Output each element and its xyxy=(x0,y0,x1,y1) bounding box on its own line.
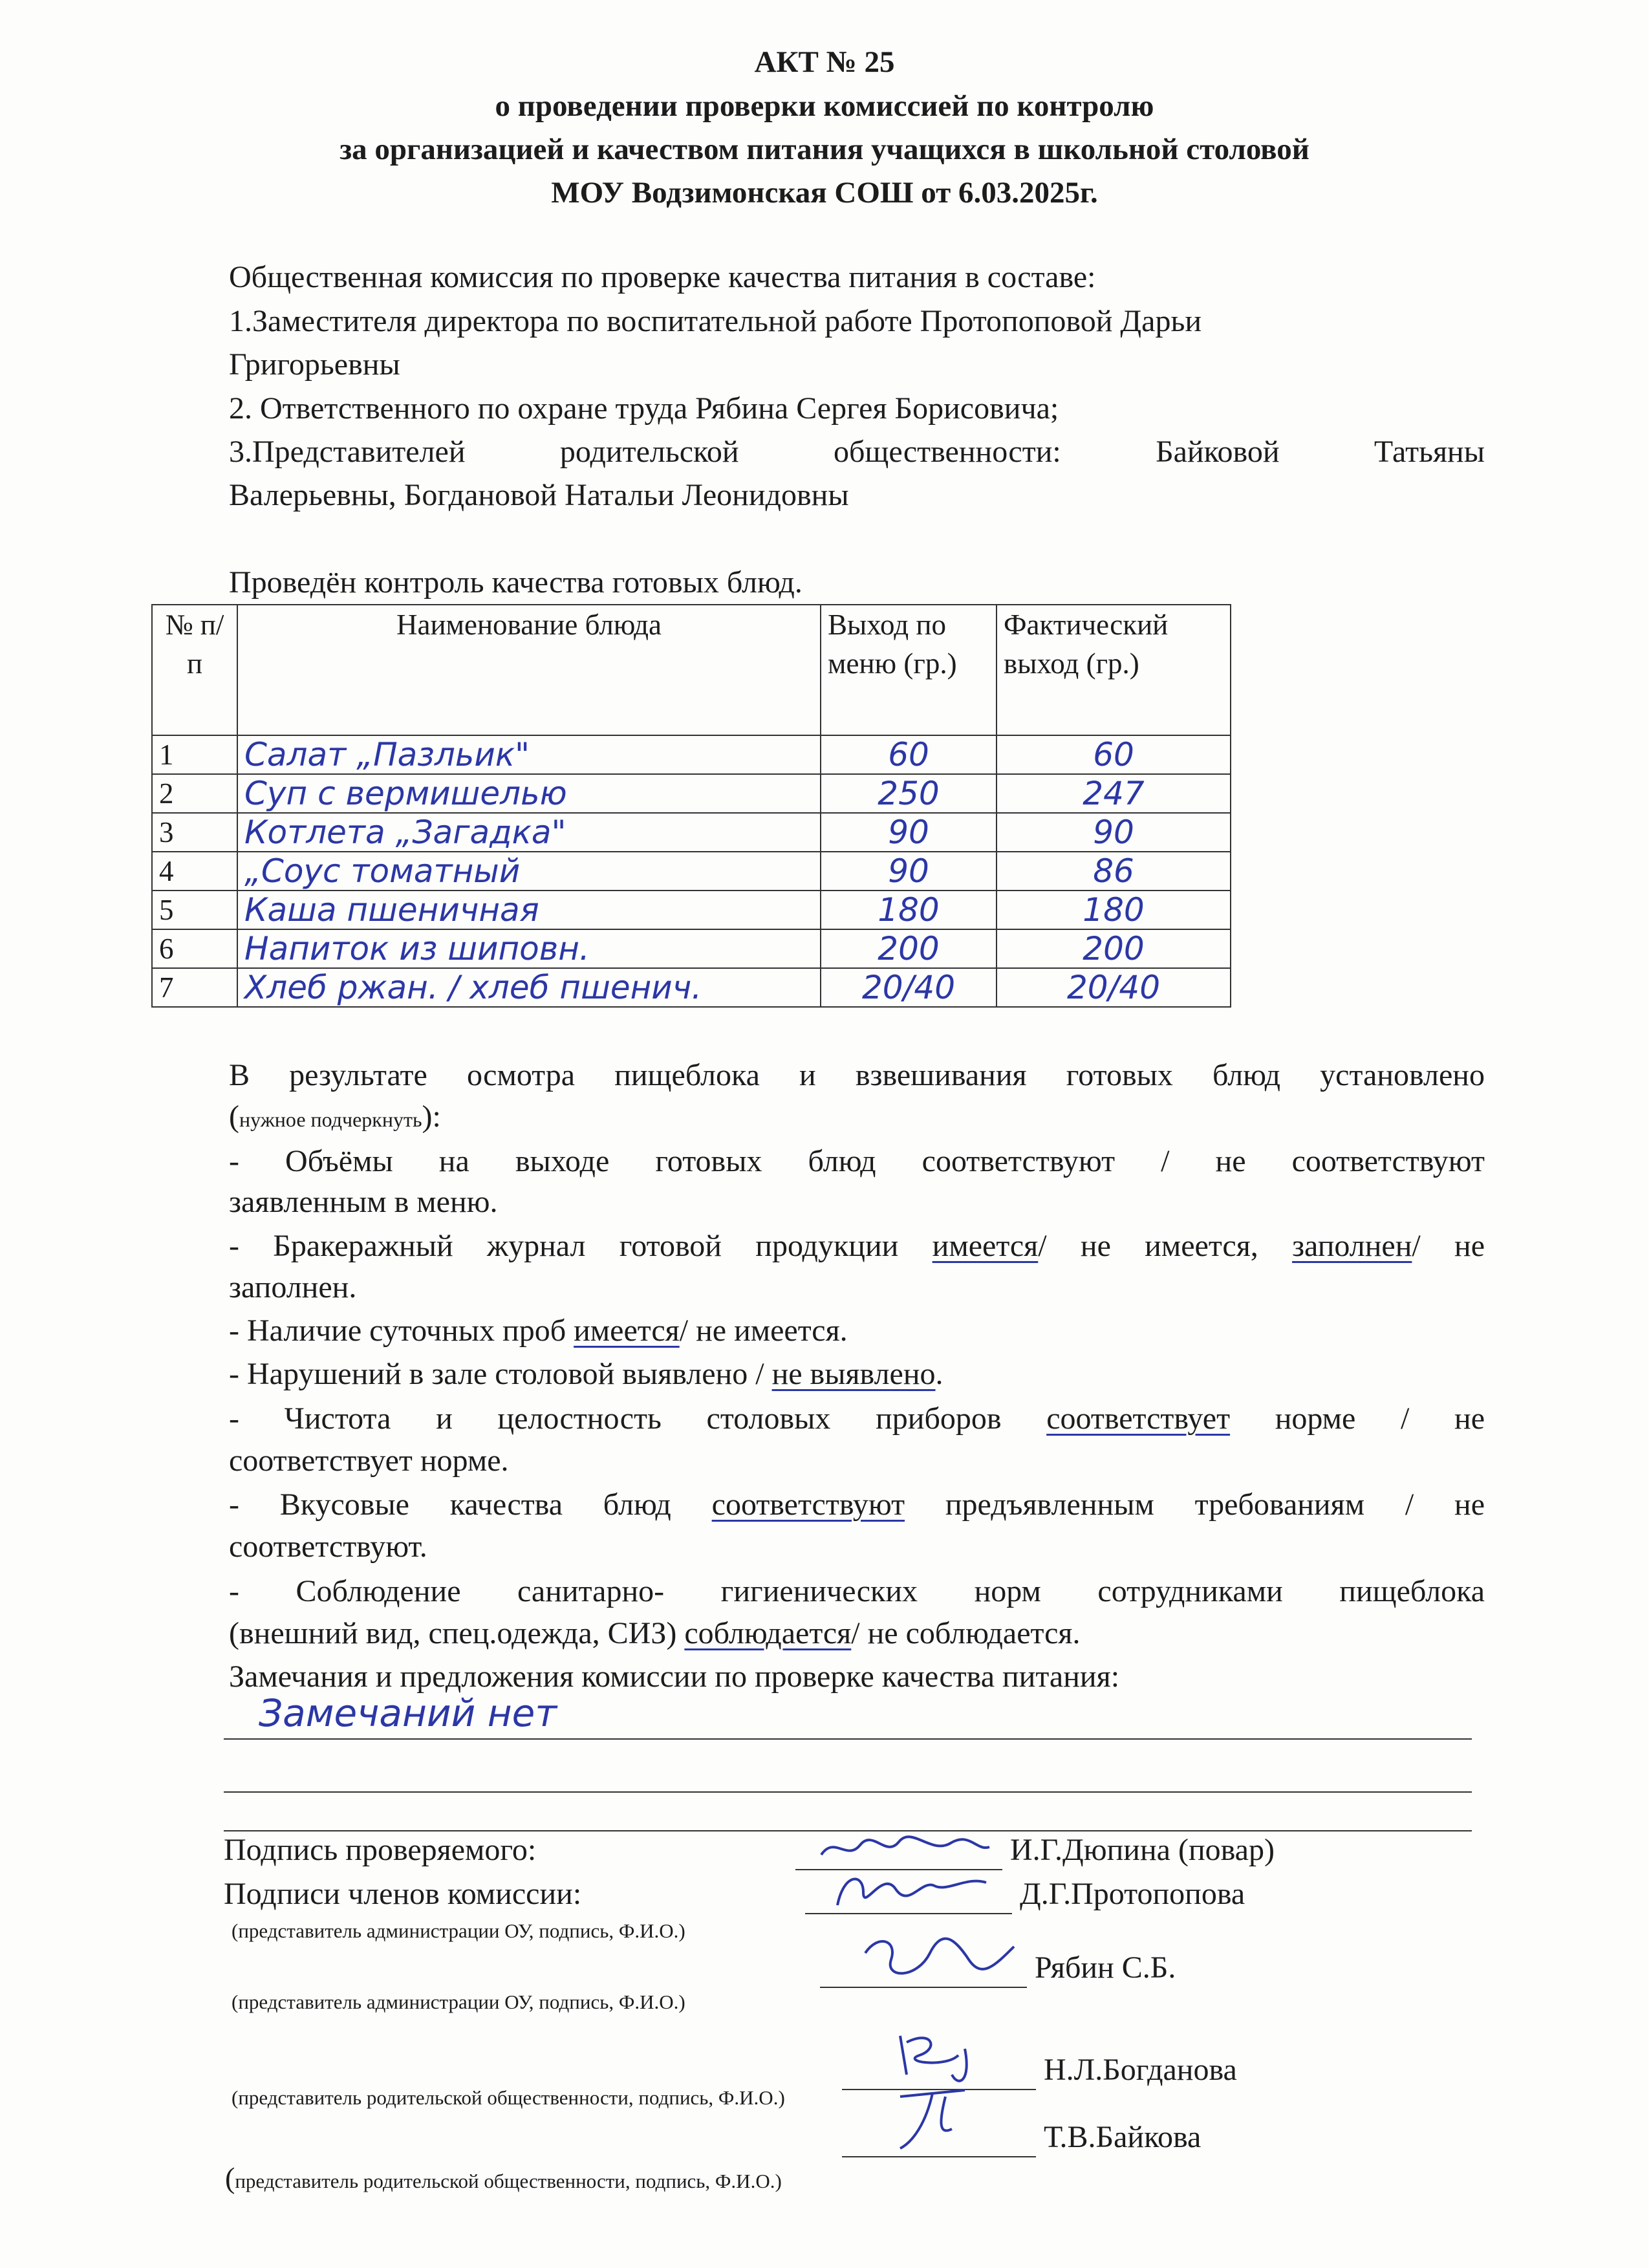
menu-output: 250 xyxy=(821,774,997,813)
menu-output: 200 xyxy=(821,929,997,968)
results-intro-b: (нужное подчеркнуть): xyxy=(229,1099,441,1134)
dish-name: Салат „Пазльик" xyxy=(237,735,821,774)
table-caption: Проведён контроль качества готовых блюд. xyxy=(229,565,803,599)
row-number: 1 xyxy=(152,735,237,774)
actual-output: 247 xyxy=(997,774,1231,813)
dish-name: Суп с вермишелью xyxy=(237,774,821,813)
member-2-name: Рябин С.Б. xyxy=(1035,1950,1176,1985)
actual-output: 20/40 xyxy=(997,968,1231,1007)
signature-scribble-icon xyxy=(839,1934,1020,1985)
commission-intro: Общественная комиссия по проверке качества питания в составе: xyxy=(229,260,1096,294)
actual-output: 90 xyxy=(997,813,1231,852)
signature-line xyxy=(842,2122,1036,2157)
member-2-caption: (представитель администрации ОУ, подпись, Ф.И.О.) xyxy=(232,1991,685,2013)
underlined-choice: заполнен xyxy=(1292,1229,1412,1263)
row-number: 4 xyxy=(152,852,237,891)
table-row xyxy=(152,813,1231,852)
member-3-caption: (представитель родительской общественности, подпись, Ф.И.О.) xyxy=(232,2086,785,2109)
signature-line xyxy=(805,1879,1012,1914)
member-1-caption: (представитель администрации ОУ, подпись, Ф.И.О.) xyxy=(232,1919,685,1942)
underlined-choice: соблюдается xyxy=(684,1616,852,1650)
dish-name: „Соус томатный xyxy=(237,852,821,891)
actual-output: 60 xyxy=(997,735,1231,774)
member-signature-row-4 xyxy=(842,2117,1201,2157)
table-row xyxy=(152,891,1231,929)
dish-name: Хлеб ржан. / хлеб пшенич. xyxy=(237,968,821,1007)
dish-name: Каша пшеничная xyxy=(237,891,821,929)
table-header-row xyxy=(152,605,1231,735)
underlined-choice: соответствует xyxy=(1046,1401,1231,1436)
result-6-line-b: соответствуют. xyxy=(229,1529,427,1564)
signature-scribble-icon xyxy=(861,2084,1029,2155)
remarks-line-1 xyxy=(224,1738,1472,1740)
row-number: 5 xyxy=(152,891,237,929)
member-signature-row-1 xyxy=(805,1874,1245,1914)
result-1-line-a: - Объёмы на выходе готовых блюд соответствуют / не соответствуют xyxy=(229,1144,1485,1178)
remarks-label: Замечания и предложения комиссии по проверке качества питания: xyxy=(229,1659,1120,1694)
underlined-choice: имеется xyxy=(574,1313,680,1348)
row-number: 2 xyxy=(152,774,237,813)
act-subtitle-3: МОУ Водзимонская СОШ от 6.03.2025г. xyxy=(551,176,1098,210)
menu-output: 90 xyxy=(821,852,997,891)
member-3-line-b: Валерьевны, Богдановой Натальи Леонидовны xyxy=(229,478,849,512)
results-intro-a: В результате осмотра пищеблока и взвешивания готовых блюд установлено xyxy=(229,1058,1485,1092)
underlined-choice: имеется xyxy=(932,1229,1039,1263)
result-4: - Нарушений в зале столовой выявлено / не выявлено. xyxy=(229,1357,943,1391)
signature-line xyxy=(795,1835,1002,1870)
result-5-line-a: - Чистота и целостность столовых приборов соответствует норме / не xyxy=(229,1401,1485,1436)
result-5-line-b: соответствует норме. xyxy=(229,1443,509,1478)
col-actual-output-header: Фактический выход (гр.) xyxy=(997,605,1231,735)
member-2: 2. Ответственного по охране труда Рябина Сергея Борисовича; xyxy=(229,391,1059,426)
menu-output: 180 xyxy=(821,891,997,929)
signature-scribble-icon xyxy=(861,2029,1029,2088)
member-signature-row-2 xyxy=(820,1948,1176,1988)
underlined-choice: соответствуют xyxy=(711,1487,905,1522)
dishes-table xyxy=(151,604,1231,1008)
inspected-signature-row xyxy=(795,1830,1275,1870)
inspected-signature-label: Подпись проверяемого: xyxy=(224,1833,537,1867)
actual-output: 180 xyxy=(997,891,1231,929)
result-3: - Наличие суточных проб имеется/ не имеется. xyxy=(229,1313,848,1348)
row-number: 6 xyxy=(152,929,237,968)
act-subtitle-1: о проведении проверки комиссией по контролю xyxy=(495,89,1154,123)
actual-output: 86 xyxy=(997,852,1231,891)
remarks-handwritten: Замечаний нет xyxy=(259,1691,557,1735)
member-1-line-a: 1.Заместителя директора по воспитательной работе Протопоповой Дарьи xyxy=(229,304,1202,338)
row-number: 3 xyxy=(152,813,237,852)
result-6-line-a: - Вкусовые качества блюд соответствуют предъявленным требованиям / не xyxy=(229,1487,1485,1522)
signature-scribble-icon xyxy=(824,1866,1006,1912)
table-row xyxy=(152,774,1231,813)
table-row xyxy=(152,929,1231,968)
menu-output: 60 xyxy=(821,735,997,774)
member-3-name: Н.Л.Богданова xyxy=(1044,2053,1237,2087)
actual-output: 200 xyxy=(997,929,1231,968)
result-2-line-a: - Бракеражный журнал готовой продукции имеется/ не имеется, заполнен/ не xyxy=(229,1229,1485,1263)
member-1-line-b: Григорьевны xyxy=(229,347,400,382)
result-1-line-b: заявленным в меню. xyxy=(229,1185,498,1219)
member-3-line-a: 3.Представителей родительской общественности: Байковой Татьяны xyxy=(229,435,1485,469)
member-4-name: Т.В.Байкова xyxy=(1044,2120,1202,2154)
underlined-choice: не выявлено xyxy=(771,1357,936,1391)
remarks-line-2 xyxy=(224,1791,1472,1793)
col-name-header: Наименование блюда xyxy=(237,605,821,735)
table-row xyxy=(152,852,1231,891)
member-4-caption: (представитель родительской общественности, подпись, Ф.И.О.) xyxy=(225,2161,782,2194)
result-7-line-b: (внешний вид, спец.одежда, СИЗ) соблюдается/ не соблюдается. xyxy=(229,1616,1081,1650)
col-number-header: № п/п xyxy=(152,605,237,735)
table-row xyxy=(152,735,1231,774)
dish-name: Котлета „Загадка" xyxy=(237,813,821,852)
act-subtitle-2: за организацией и качеством питания учащихся в школьной столовой xyxy=(339,133,1310,166)
dish-name: Напиток из шиповн. xyxy=(237,929,821,968)
member-1-name: Д.Г.Протопопова xyxy=(1020,1877,1245,1911)
act-title: АКТ № 25 xyxy=(754,45,895,79)
row-number: 7 xyxy=(152,968,237,1007)
result-2-line-b: заполнен. xyxy=(229,1270,357,1304)
signature-scribble-icon xyxy=(815,1829,996,1868)
members-signature-label: Подписи членов комиссии: xyxy=(224,1877,582,1911)
result-7-line-a: - Соблюдение санитарно- гигиенических норм сотрудниками пищеблока xyxy=(229,1574,1485,1608)
signature-line xyxy=(820,1953,1027,1988)
inspected-name: И.Г.Дюпина (повар) xyxy=(1010,1833,1275,1867)
menu-output: 90 xyxy=(821,813,997,852)
menu-output: 20/40 xyxy=(821,968,997,1007)
table-row xyxy=(152,968,1231,1007)
col-menu-output-header: Выход по меню (гр.) xyxy=(821,605,997,735)
